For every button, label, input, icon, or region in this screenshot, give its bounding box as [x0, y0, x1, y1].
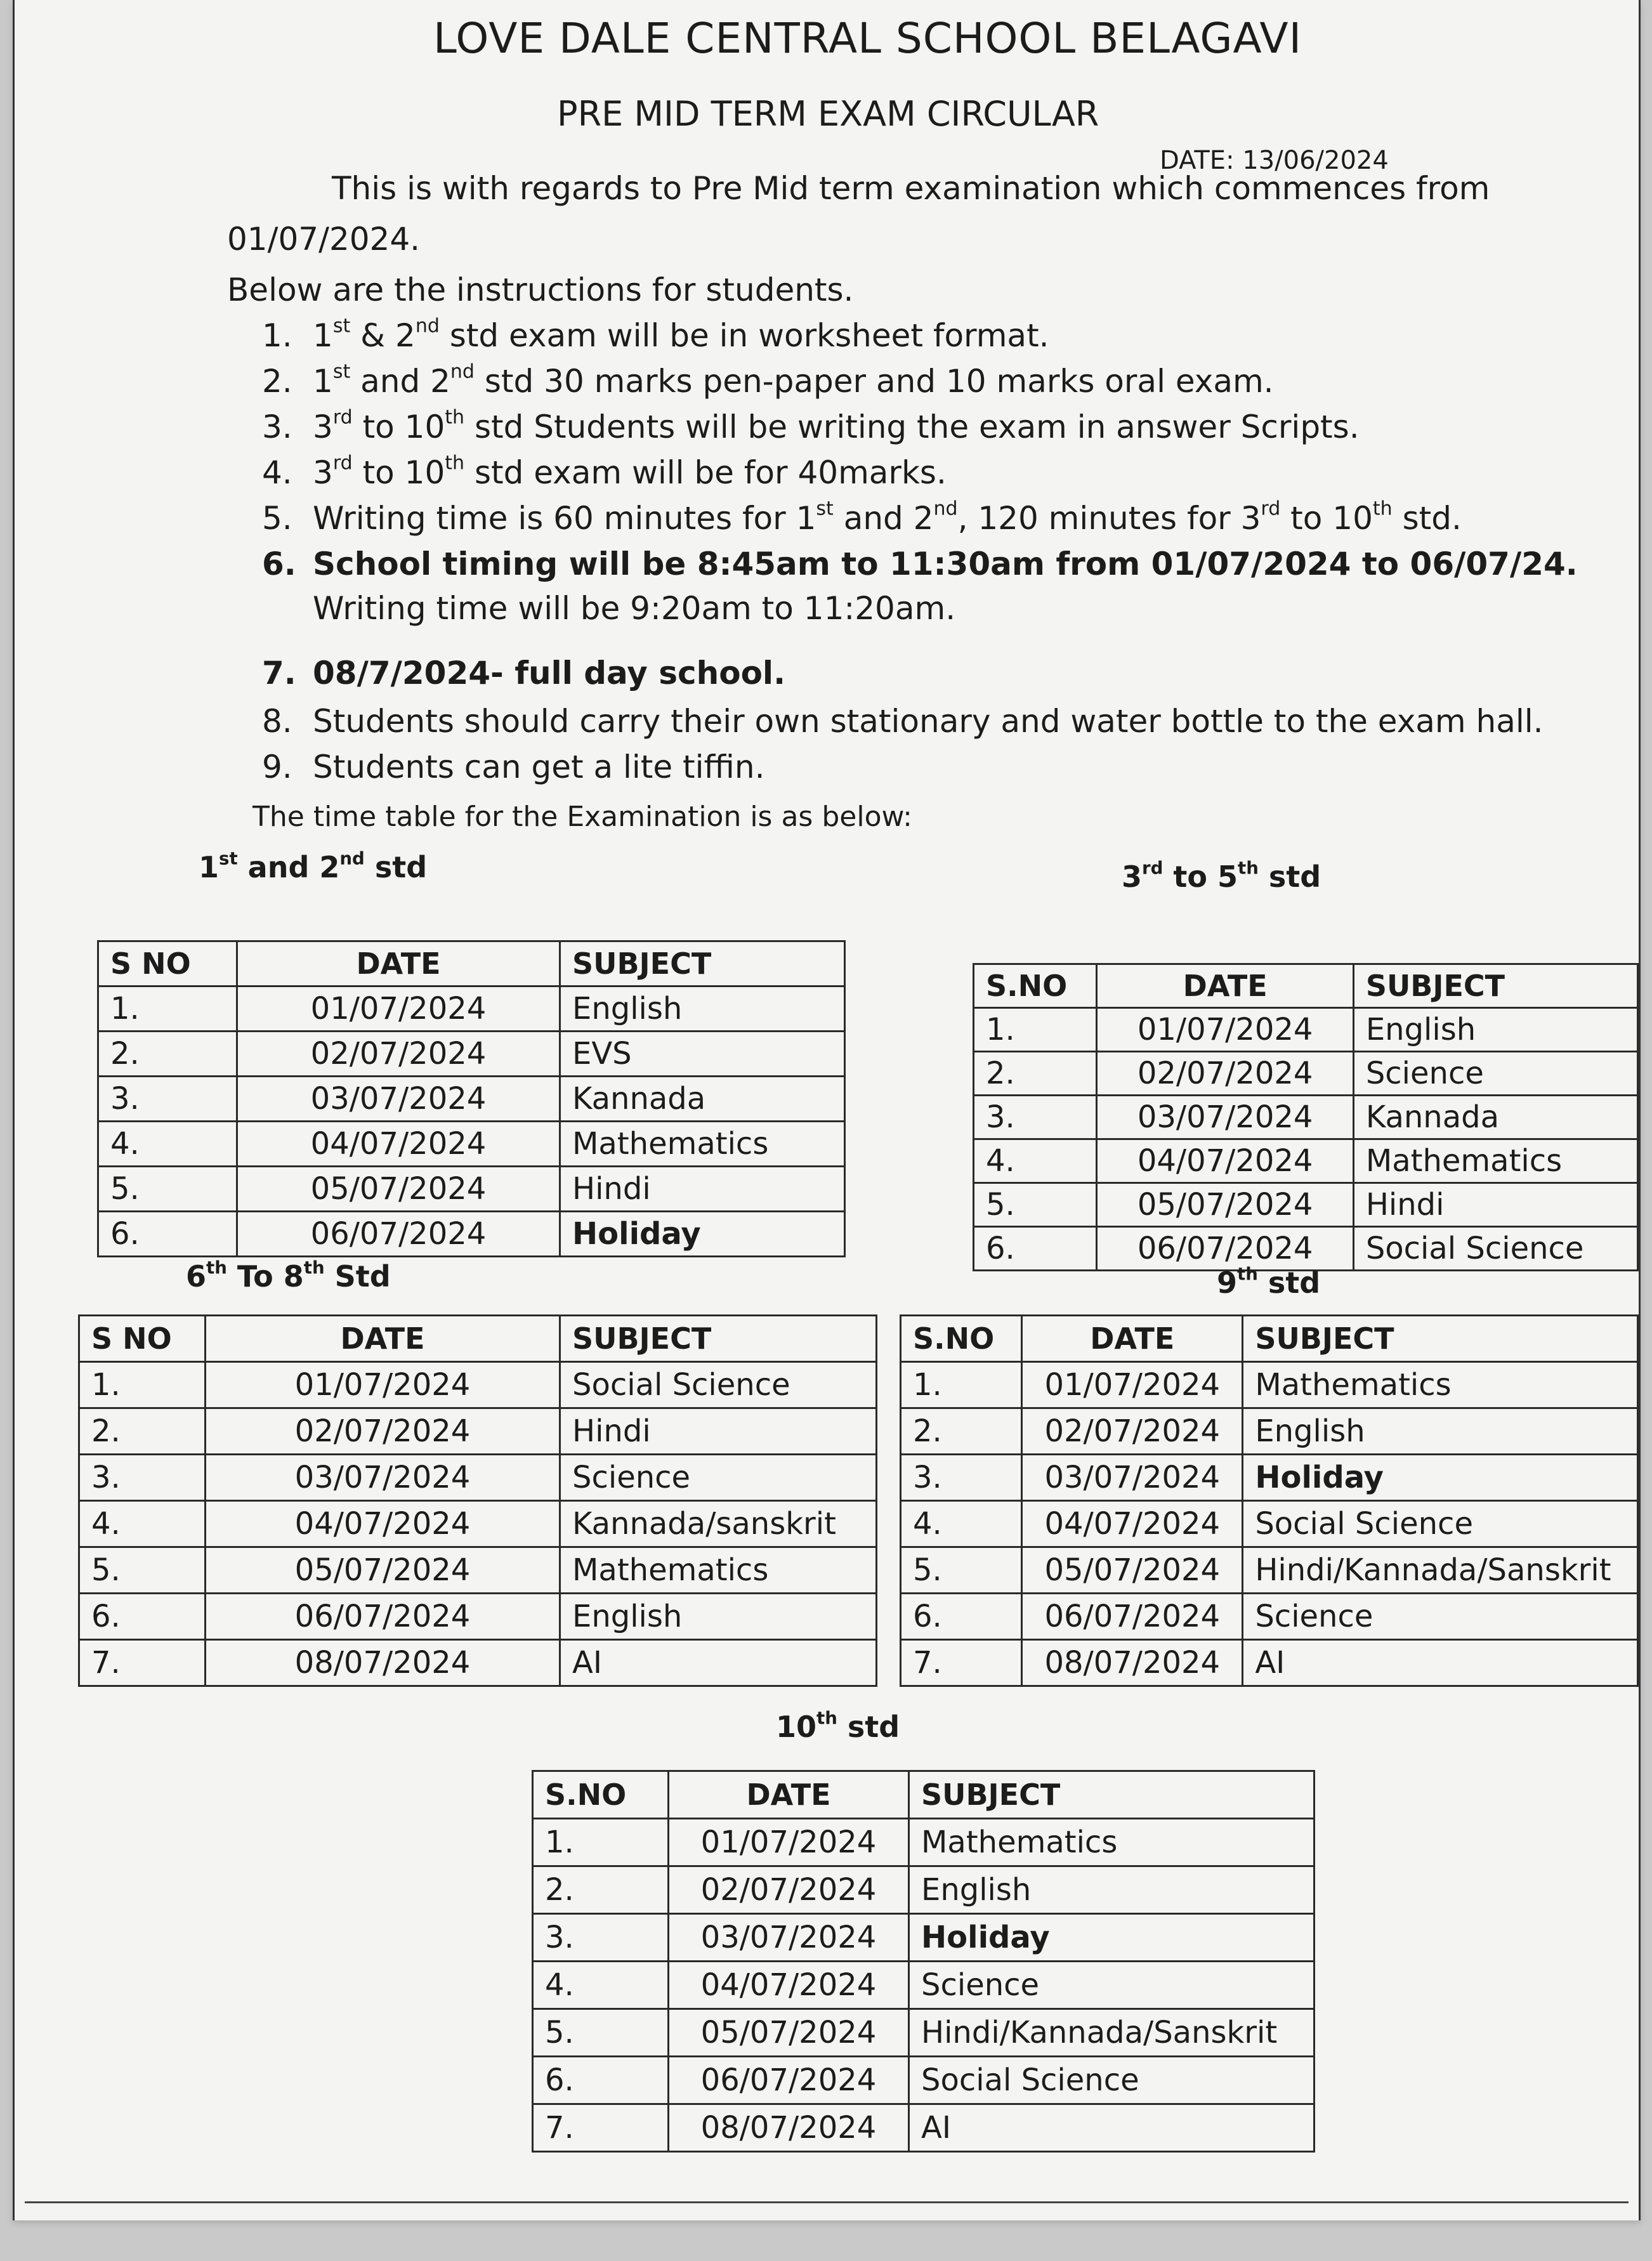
date-cell: 06/07/2024 — [1097, 1227, 1353, 1271]
table-row — [98, 1032, 845, 1077]
table-row — [901, 1594, 1638, 1640]
table-row — [98, 1122, 845, 1167]
date-cell: 06/07/2024 — [237, 1212, 560, 1257]
table-row — [901, 1408, 1638, 1455]
date-cell: 01/07/2024 — [669, 1819, 909, 1866]
serial-cell: 1. — [974, 1008, 1097, 1052]
date-cell: 01/07/2024 — [206, 1362, 560, 1408]
table-row — [79, 1455, 877, 1501]
timetable — [97, 940, 846, 1257]
subject-cell: Science — [1243, 1594, 1638, 1640]
table-header-row — [533, 1771, 1314, 1819]
date-cell: 02/07/2024 — [237, 1032, 560, 1077]
table-row — [901, 1501, 1638, 1547]
date-cell: 02/07/2024 — [1097, 1052, 1353, 1096]
table-row — [901, 1362, 1638, 1408]
instruction-item — [262, 546, 1578, 627]
column-header: DATE — [237, 941, 560, 986]
instruction-item — [262, 454, 947, 491]
subject-cell: Mathematics — [909, 1819, 1314, 1866]
date-cell: 01/07/2024 — [1097, 1008, 1353, 1052]
column-header: SUBJECT — [560, 1316, 877, 1362]
serial-cell: 3. — [533, 1914, 669, 1962]
date-cell: 04/07/2024 — [1022, 1501, 1243, 1547]
date-cell: 01/07/2024 — [1022, 1362, 1243, 1408]
instruction-number: 3. — [262, 409, 292, 445]
serial-cell: 5. — [974, 1183, 1097, 1227]
timetable — [78, 1314, 877, 1687]
subject-cell: Science — [1353, 1052, 1637, 1096]
instruction-continuation: Writing time will be 9:20am to 11:20am. — [313, 590, 956, 627]
date-cell: 04/07/2024 — [669, 1962, 909, 2009]
subject-cell: Holiday — [909, 1914, 1314, 1962]
date-cell: 02/07/2024 — [1022, 1408, 1243, 1455]
instruction-item — [262, 655, 785, 691]
instruction-number: 9. — [262, 749, 292, 785]
serial-cell: 3. — [79, 1455, 206, 1501]
table-row — [79, 1362, 877, 1408]
instruction-number: 6. — [262, 546, 296, 582]
timetable — [973, 963, 1639, 1271]
timetable — [532, 1770, 1315, 2153]
intro-line-1: This is with regards to Pre Mid term examination which commences from — [332, 170, 1490, 207]
serial-cell: 5. — [79, 1547, 206, 1594]
subject-cell: AI — [560, 1640, 877, 1686]
circular-sheet — [13, 0, 1641, 2220]
instruction-number: 2. — [262, 363, 292, 400]
table-row — [533, 2104, 1314, 2152]
subject-cell: Mathematics — [560, 1547, 877, 1594]
table-header-row — [98, 941, 845, 986]
timetable-heading: 9th std — [1217, 1263, 1321, 1300]
subject-cell: Kannada — [1353, 1096, 1637, 1139]
table-row — [974, 1096, 1638, 1139]
subject-cell: Social Science — [560, 1362, 877, 1408]
timetable-heading: 10th std — [776, 1707, 900, 1744]
subject-cell: Social Science — [1353, 1227, 1637, 1271]
date-cell: 03/07/2024 — [206, 1455, 560, 1501]
serial-cell: 5. — [533, 2009, 669, 2057]
date-cell: 05/07/2024 — [1097, 1183, 1353, 1227]
date-cell: 05/07/2024 — [1022, 1547, 1243, 1594]
instruction-text: 1st and 2nd std 30 marks pen-paper and 10 marks oral exam. — [313, 360, 1274, 400]
column-header: S NO — [79, 1316, 206, 1362]
subject-cell: Hindi/Kannada/Sanskrit — [1243, 1547, 1638, 1594]
intro-line-2: 01/07/2024. — [227, 221, 421, 258]
serial-cell: 1. — [533, 1819, 669, 1866]
column-header: S.NO — [533, 1771, 669, 1819]
timetable — [900, 1314, 1639, 1687]
serial-cell: 3. — [901, 1455, 1022, 1501]
table-row — [533, 1914, 1314, 1962]
subject-cell: Holiday — [1243, 1455, 1638, 1501]
instruction-text: School timing will be 8:45am to 11:30am from 01/07/2024 to 06/07/24. — [313, 546, 1578, 582]
subject-cell: AI — [1243, 1640, 1638, 1686]
table-row — [974, 1052, 1638, 1096]
serial-cell: 4. — [974, 1139, 1097, 1183]
subject-cell: English — [560, 1594, 877, 1640]
date-cell: 02/07/2024 — [669, 1866, 909, 1914]
subject-cell: Hindi — [560, 1167, 845, 1212]
instruction-item — [262, 317, 1049, 354]
table-header-row — [974, 964, 1638, 1008]
serial-cell: 2. — [98, 1032, 237, 1077]
subject-cell: Hindi/Kannada/Sanskrit — [909, 2009, 1314, 2057]
timetable-heading: 1st and 2nd std — [199, 848, 428, 884]
serial-cell: 2. — [974, 1052, 1097, 1096]
circular-date: DATE: 13/06/2024 — [1160, 146, 1389, 175]
column-header: DATE — [206, 1316, 560, 1362]
column-header: SUBJECT — [1353, 964, 1637, 1008]
timetable-heading: 3rd to 5th std — [1122, 857, 1321, 894]
serial-cell: 3. — [974, 1096, 1097, 1139]
column-header: S.NO — [901, 1316, 1022, 1362]
school-name: LOVE DALE CENTRAL SCHOOL BELAGAVI — [433, 14, 1302, 63]
table-row — [79, 1640, 877, 1686]
table-row — [901, 1640, 1638, 1686]
serial-cell: 5. — [901, 1547, 1022, 1594]
instruction-text: 08/7/2024- full day school. — [313, 655, 786, 691]
column-header: S NO — [98, 941, 237, 986]
instruction-number: 5. — [262, 500, 292, 537]
column-header: SUBJECT — [909, 1771, 1314, 1819]
subject-cell: Hindi — [560, 1408, 877, 1455]
table-row — [79, 1594, 877, 1640]
instruction-text: 1st & 2nd std exam will be in worksheet format. — [313, 315, 1049, 354]
subject-cell: AI — [909, 2104, 1314, 2152]
table-row — [98, 1077, 845, 1122]
timetable-heading: 6th To 8th Std — [186, 1257, 391, 1294]
instruction-item — [262, 497, 1462, 537]
date-cell: 03/07/2024 — [1022, 1455, 1243, 1501]
subject-cell: EVS — [560, 1032, 845, 1077]
subject-cell: Science — [909, 1962, 1314, 2009]
instruction-text: 3rd to 10th std Students will be writing the exam in answer Scripts. — [313, 406, 1360, 445]
date-cell: 04/07/2024 — [237, 1122, 560, 1167]
serial-cell: 4. — [533, 1962, 669, 2009]
instruction-item — [262, 406, 1360, 445]
serial-cell: 2. — [79, 1408, 206, 1455]
column-header: S.NO — [974, 964, 1097, 1008]
date-cell: 05/07/2024 — [206, 1547, 560, 1594]
subject-cell: English — [1353, 1008, 1637, 1052]
table-row — [98, 1212, 845, 1257]
date-cell: 04/07/2024 — [1097, 1139, 1353, 1183]
subject-cell: Mathematics — [1353, 1139, 1637, 1183]
table-row — [901, 1455, 1638, 1501]
serial-cell: 6. — [98, 1212, 237, 1257]
table-row — [974, 1227, 1638, 1271]
column-header: DATE — [1097, 964, 1353, 1008]
date-cell: 03/07/2024 — [669, 1914, 909, 1962]
serial-cell: 2. — [533, 1866, 669, 1914]
date-cell: 02/07/2024 — [206, 1408, 560, 1455]
serial-cell: 7. — [901, 1640, 1022, 1686]
table-row — [533, 1962, 1314, 2009]
subject-cell: Kannada/sanskrit — [560, 1501, 877, 1547]
serial-cell: 1. — [901, 1362, 1022, 1408]
serial-cell: 2. — [901, 1408, 1022, 1455]
instruction-number: 8. — [262, 703, 292, 740]
date-cell: 06/07/2024 — [1022, 1594, 1243, 1640]
instruction-text: Writing time is 60 minutes for 1st and 2nd, 120 minutes for 3rd to 10th std. — [313, 497, 1462, 537]
date-cell: 08/07/2024 — [206, 1640, 560, 1686]
serial-cell: 6. — [901, 1594, 1022, 1640]
table-row — [533, 2057, 1314, 2104]
subject-cell: English — [1243, 1408, 1638, 1455]
table-row — [533, 1866, 1314, 1914]
instruction-text: 3rd to 10th std exam will be for 40marks. — [313, 452, 947, 491]
date-cell: 03/07/2024 — [237, 1077, 560, 1122]
serial-cell: 6. — [79, 1594, 206, 1640]
date-cell: 01/07/2024 — [237, 986, 560, 1032]
column-header: SUBJECT — [1243, 1316, 1638, 1362]
serial-cell: 1. — [98, 986, 237, 1032]
date-cell: 06/07/2024 — [206, 1594, 560, 1640]
subject-cell: Social Science — [1243, 1501, 1638, 1547]
subject-cell: Science — [560, 1455, 877, 1501]
table-row — [974, 1183, 1638, 1227]
instruction-text: Students can get a lite tiffin. — [313, 749, 765, 785]
subject-cell: Mathematics — [560, 1122, 845, 1167]
serial-cell: 4. — [79, 1501, 206, 1547]
instruction-item — [262, 360, 1274, 400]
subject-cell: Holiday — [560, 1212, 845, 1257]
instruction-number: 4. — [262, 454, 292, 491]
instruction-number: 7. — [262, 655, 296, 691]
subject-cell: English — [560, 986, 845, 1032]
table-row — [79, 1408, 877, 1455]
table-row — [974, 1139, 1638, 1183]
serial-cell: 6. — [533, 2057, 669, 2104]
table-row — [974, 1008, 1638, 1052]
column-header: SUBJECT — [560, 941, 845, 986]
column-header: DATE — [669, 1771, 909, 1819]
column-header: DATE — [1022, 1316, 1243, 1362]
serial-cell: 4. — [901, 1501, 1022, 1547]
date-cell: 04/07/2024 — [206, 1501, 560, 1547]
date-cell: 03/07/2024 — [1097, 1096, 1353, 1139]
table-row — [79, 1501, 877, 1547]
instruction-text: Students should carry their own stationary and water bottle to the exam hall. — [313, 703, 1544, 740]
intro-line-3: Below are the instructions for students. — [227, 272, 854, 308]
subject-cell: Hindi — [1353, 1183, 1637, 1227]
table-header-row — [901, 1316, 1638, 1362]
serial-cell: 7. — [79, 1640, 206, 1686]
serial-cell: 4. — [98, 1122, 237, 1167]
table-row — [79, 1547, 877, 1594]
table-header-row — [79, 1316, 877, 1362]
serial-cell: 3. — [98, 1077, 237, 1122]
subject-cell: Kannada — [560, 1077, 845, 1122]
date-cell: 08/07/2024 — [1022, 1640, 1243, 1686]
table-row — [533, 2009, 1314, 2057]
circular-title: PRE MID TERM EXAM CIRCULAR — [557, 94, 1099, 134]
instruction-item — [262, 703, 1544, 740]
bottom-rule — [25, 2201, 1629, 2203]
serial-cell: 7. — [533, 2104, 669, 2152]
table-row — [98, 1167, 845, 1212]
date-cell: 06/07/2024 — [669, 2057, 909, 2104]
instruction-item — [262, 749, 764, 785]
date-cell: 05/07/2024 — [237, 1167, 560, 1212]
subject-cell: Mathematics — [1243, 1362, 1638, 1408]
instruction-number: 1. — [262, 317, 292, 354]
date-cell: 05/07/2024 — [669, 2009, 909, 2057]
timetable-intro: The time table for the Examination is as below: — [252, 801, 912, 833]
subject-cell: English — [909, 1866, 1314, 1914]
date-cell: 08/07/2024 — [669, 2104, 909, 2152]
subject-cell: Social Science — [909, 2057, 1314, 2104]
serial-cell: 5. — [98, 1167, 237, 1212]
table-row — [533, 1819, 1314, 1866]
serial-cell: 6. — [974, 1227, 1097, 1271]
table-row — [98, 986, 845, 1032]
serial-cell: 1. — [79, 1362, 206, 1408]
table-row — [901, 1547, 1638, 1594]
